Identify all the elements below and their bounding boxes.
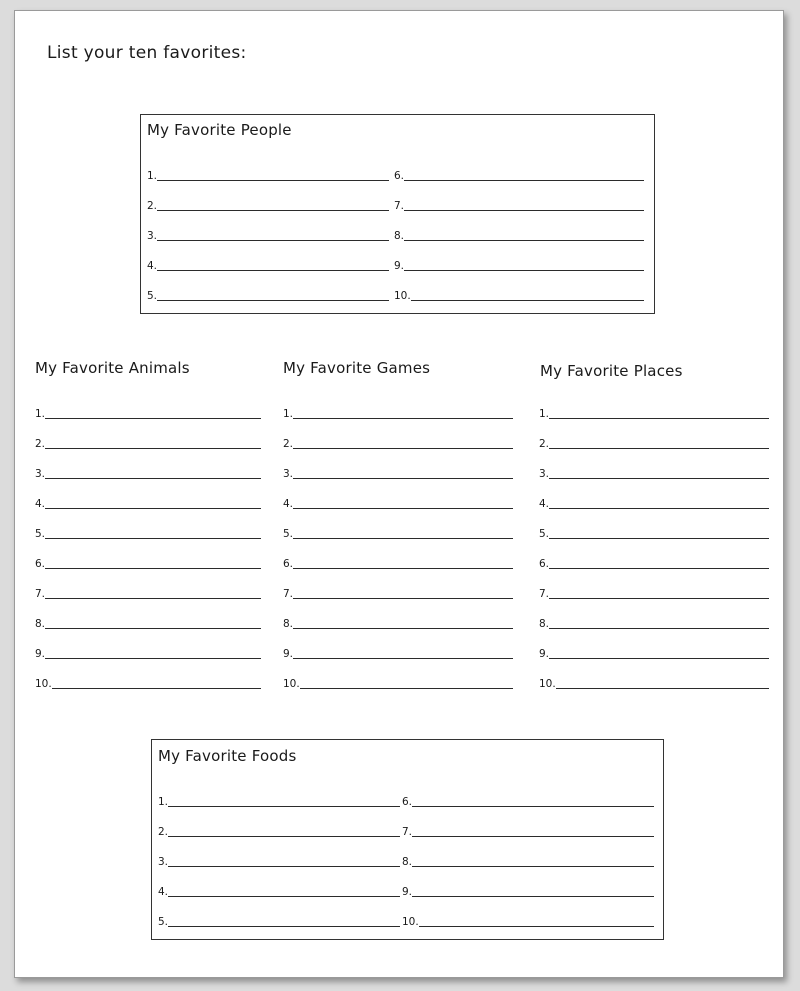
entry-number: 8. [394,230,405,242]
write-in-line[interactable] [157,270,389,271]
write-in-line[interactable] [549,538,769,539]
entry-number: 5. [158,916,169,928]
animals-entry-10 [35,671,261,691]
write-in-line[interactable] [404,210,644,211]
foods-entry-3 [158,849,400,869]
write-in-line[interactable] [556,688,769,689]
write-in-line[interactable] [157,300,389,301]
favorite-people-box [140,114,655,314]
entry-number: 1. [35,408,46,420]
write-in-line[interactable] [293,628,513,629]
entry-number: 2. [35,438,46,450]
entry-number: 2. [283,438,294,450]
write-in-line[interactable] [412,806,654,807]
favorite-people-title: My Favorite People [147,121,292,139]
write-in-line[interactable] [45,658,261,659]
entry-number: 9. [35,648,46,660]
entry-number: 5. [539,528,550,540]
entry-number: 3. [147,230,158,242]
entry-number: 10. [35,678,52,690]
animals-entry-1 [35,401,261,421]
write-in-line[interactable] [412,866,654,867]
places-entry-10 [539,671,769,691]
games-entry-8 [283,611,513,631]
entry-number: 1. [539,408,550,420]
favorite-animals-title: My Favorite Animals [35,359,190,377]
entry-number: 10. [394,290,411,302]
worksheet [14,10,784,978]
entry-number: 3. [158,856,169,868]
write-in-line[interactable] [168,806,400,807]
entry-number: 8. [283,618,294,630]
foods-entry-1 [158,789,400,809]
write-in-line[interactable] [412,896,654,897]
entry-number: 1. [158,796,169,808]
entry-number: 6. [394,170,405,182]
write-in-line[interactable] [412,836,654,837]
games-entry-1 [283,401,513,421]
write-in-line[interactable] [293,478,513,479]
write-in-line[interactable] [157,180,389,181]
write-in-line[interactable] [549,658,769,659]
places-entry-1 [539,401,769,421]
entry-number: 10. [283,678,300,690]
write-in-line[interactable] [549,448,769,449]
people-entry-8 [394,223,644,243]
animals-entry-5 [35,521,261,541]
entry-number: 6. [539,558,550,570]
animals-entry-7 [35,581,261,601]
places-entry-7 [539,581,769,601]
entry-number: 9. [539,648,550,660]
entry-number: 4. [147,260,158,272]
places-entry-9 [539,641,769,661]
entry-number: 4. [35,498,46,510]
write-in-line[interactable] [293,568,513,569]
places-entry-2 [539,431,769,451]
write-in-line[interactable] [52,688,261,689]
animals-entry-6 [35,551,261,571]
write-in-line[interactable] [293,598,513,599]
write-in-line[interactable] [411,300,644,301]
entry-number: 8. [402,856,413,868]
people-entry-7 [394,193,644,213]
foods-entry-7 [402,819,654,839]
places-entry-3 [539,461,769,481]
entry-number: 1. [147,170,158,182]
worksheet-title: List your ten favorites: [47,43,247,63]
write-in-line[interactable] [168,836,400,837]
write-in-line[interactable] [45,418,261,419]
entry-number: 6. [283,558,294,570]
animals-entry-8 [35,611,261,631]
entry-number: 4. [539,498,550,510]
people-entry-4 [147,253,389,273]
entry-number: 1. [283,408,294,420]
foods-entry-4 [158,879,400,899]
games-entry-10 [283,671,513,691]
games-entry-4 [283,491,513,511]
entry-number: 9. [402,886,413,898]
write-in-line[interactable] [45,598,261,599]
write-in-line[interactable] [45,628,261,629]
write-in-line[interactable] [404,240,644,241]
foods-entry-2 [158,819,400,839]
entry-number: 10. [402,916,419,928]
favorite-foods-title: My Favorite Foods [158,747,297,765]
entry-number: 7. [283,588,294,600]
write-in-line[interactable] [168,866,400,867]
people-entry-5 [147,283,389,303]
write-in-line[interactable] [404,180,644,181]
write-in-line[interactable] [157,240,389,241]
entry-number: 7. [402,826,413,838]
write-in-line[interactable] [45,538,261,539]
write-in-line[interactable] [549,418,769,419]
favorite-places-title: My Favorite Places [540,362,683,380]
write-in-line[interactable] [45,508,261,509]
foods-entry-9 [402,879,654,899]
places-entry-8 [539,611,769,631]
places-entry-6 [539,551,769,571]
animals-entry-4 [35,491,261,511]
write-in-line[interactable] [404,270,644,271]
entry-number: 8. [539,618,550,630]
people-entry-9 [394,253,644,273]
foods-entry-6 [402,789,654,809]
favorite-games-title: My Favorite Games [283,359,431,377]
people-entry-1 [147,163,389,183]
animals-entry-2 [35,431,261,451]
write-in-line[interactable] [157,210,389,211]
entry-number: 7. [539,588,550,600]
games-entry-6 [283,551,513,571]
entry-number: 5. [147,290,158,302]
entry-number: 2. [539,438,550,450]
favorite-foods-box [151,739,664,940]
entry-number: 8. [35,618,46,630]
entry-number: 9. [394,260,405,272]
entry-number: 5. [35,528,46,540]
people-entry-6 [394,163,644,183]
write-in-line[interactable] [45,478,261,479]
animals-entry-9 [35,641,261,661]
write-in-line[interactable] [419,926,654,927]
foods-entry-8 [402,849,654,869]
places-entry-5 [539,521,769,541]
entry-number: 3. [539,468,550,480]
entry-number: 5. [283,528,294,540]
people-entry-10 [394,283,644,303]
entry-number: 6. [35,558,46,570]
write-in-line[interactable] [168,926,400,927]
write-in-line[interactable] [549,508,769,509]
write-in-line[interactable] [549,628,769,629]
entry-number: 7. [35,588,46,600]
people-entry-2 [147,193,389,213]
entry-number: 3. [35,468,46,480]
people-entry-3 [147,223,389,243]
entry-number: 3. [283,468,294,480]
entry-number: 4. [158,886,169,898]
write-in-line[interactable] [293,538,513,539]
entry-number: 2. [147,200,158,212]
places-entry-4 [539,491,769,511]
entry-number: 9. [283,648,294,660]
animals-entry-3 [35,461,261,481]
write-in-line[interactable] [549,598,769,599]
write-in-line[interactable] [293,418,513,419]
write-in-line[interactable] [168,896,400,897]
games-entry-5 [283,521,513,541]
games-entry-2 [283,431,513,451]
write-in-line[interactable] [45,448,261,449]
write-in-line[interactable] [293,658,513,659]
foods-entry-5 [158,909,400,929]
entry-number: 4. [283,498,294,510]
write-in-line[interactable] [293,508,513,509]
write-in-line[interactable] [549,478,769,479]
entry-number: 6. [402,796,413,808]
write-in-line[interactable] [293,448,513,449]
games-entry-7 [283,581,513,601]
write-in-line[interactable] [549,568,769,569]
entry-number: 7. [394,200,405,212]
write-in-line[interactable] [45,568,261,569]
entry-number: 2. [158,826,169,838]
entry-number: 10. [539,678,556,690]
games-entry-3 [283,461,513,481]
write-in-line[interactable] [300,688,513,689]
games-entry-9 [283,641,513,661]
foods-entry-10 [402,909,654,929]
